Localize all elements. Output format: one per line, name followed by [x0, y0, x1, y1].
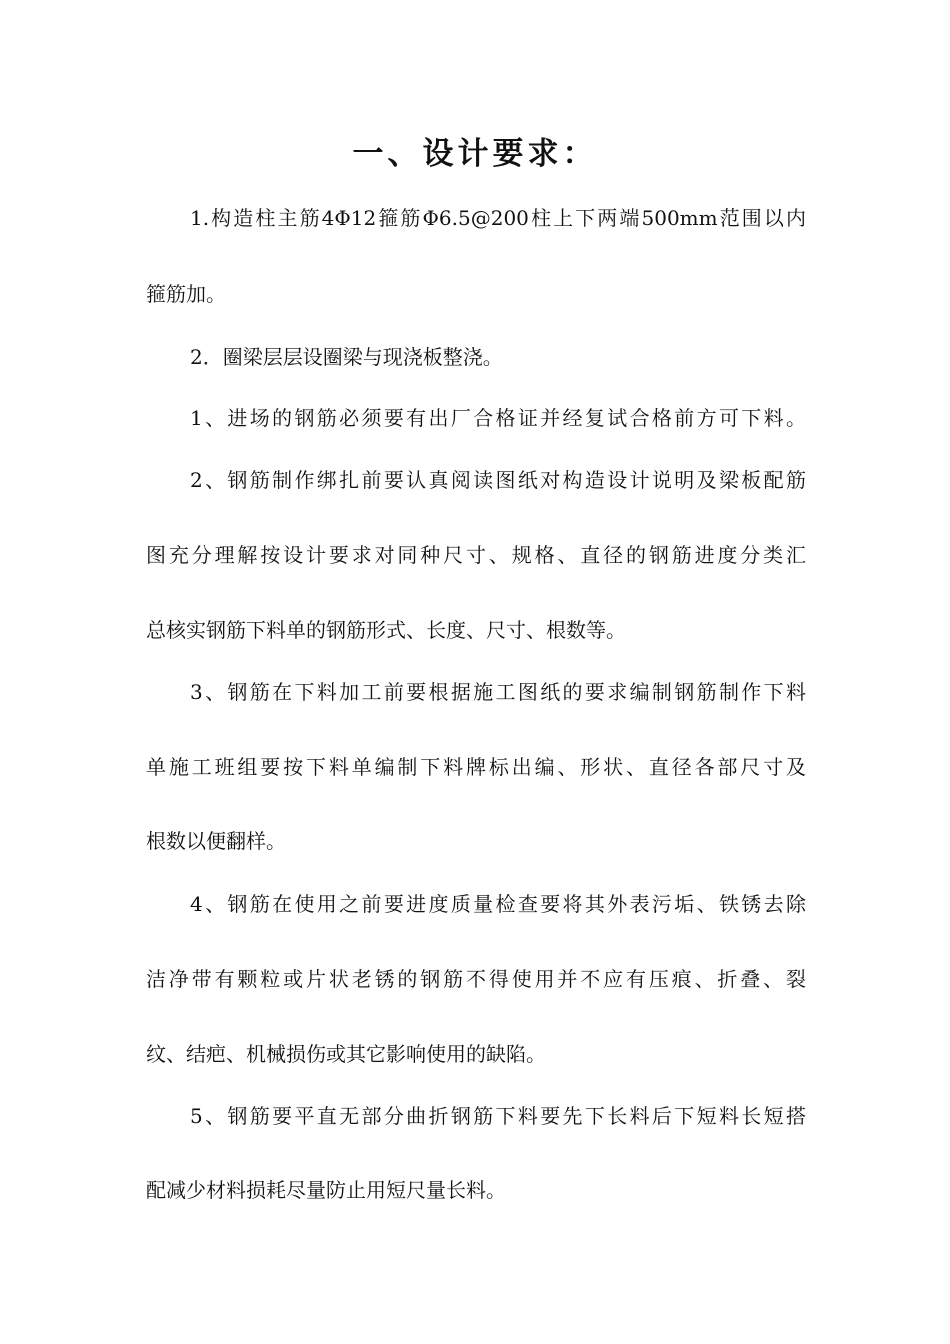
paragraph-line: 箍筋加。	[146, 282, 226, 306]
paragraph-line: 配减少材料损耗尽量防止用短尺量长料。	[146, 1178, 506, 1202]
paragraph-line: 纹、结疤、机械损伤或其它影响使用的缺陷。	[146, 1042, 546, 1066]
paragraph-line: 图充分理解按设计要求对同种尺寸、规格、直径的钢筋进度分类汇	[146, 543, 806, 567]
paragraph-line: 5、钢筋要平直无部分曲折钢筋下料要先下长料后下短料长短搭	[190, 1104, 806, 1128]
paragraph-line: 根数以便翻样。	[146, 829, 286, 853]
paragraph-line: 1.构造柱主筋4Φ12箍筋Φ6.5@200柱上下两端500mm范围以内	[190, 206, 806, 230]
paragraph-line: 总核实钢筋下料单的钢筋形式、长度、尺寸、根数等。	[146, 618, 626, 642]
paragraph-line: 洁净带有颗粒或片状老锈的钢筋不得使用并不应有压痕、折叠、裂	[146, 967, 806, 991]
paragraph-line: 单施工班组要按下料单编制下料牌标出编、形状、直径各部尺寸及	[146, 755, 806, 779]
paragraph-line: 3、钢筋在下料加工前要根据施工图纸的要求编制钢筋制作下料	[190, 680, 806, 704]
paragraph-line: 2、钢筋制作绑扎前要认真阅读图纸对构造设计说明及梁板配筋	[190, 468, 806, 492]
page-title: 一、设计要求：	[352, 136, 598, 172]
paragraph-line: 4、钢筋在使用之前要进度质量检查要将其外表污垢、铁锈去除	[190, 892, 806, 916]
paragraph-line: 1、进场的钢筋必须要有出厂合格证并经复试合格前方可下料。	[190, 406, 806, 430]
paragraph-line: 2．圈梁层层设圈梁与现浇板整浇。	[190, 345, 503, 369]
